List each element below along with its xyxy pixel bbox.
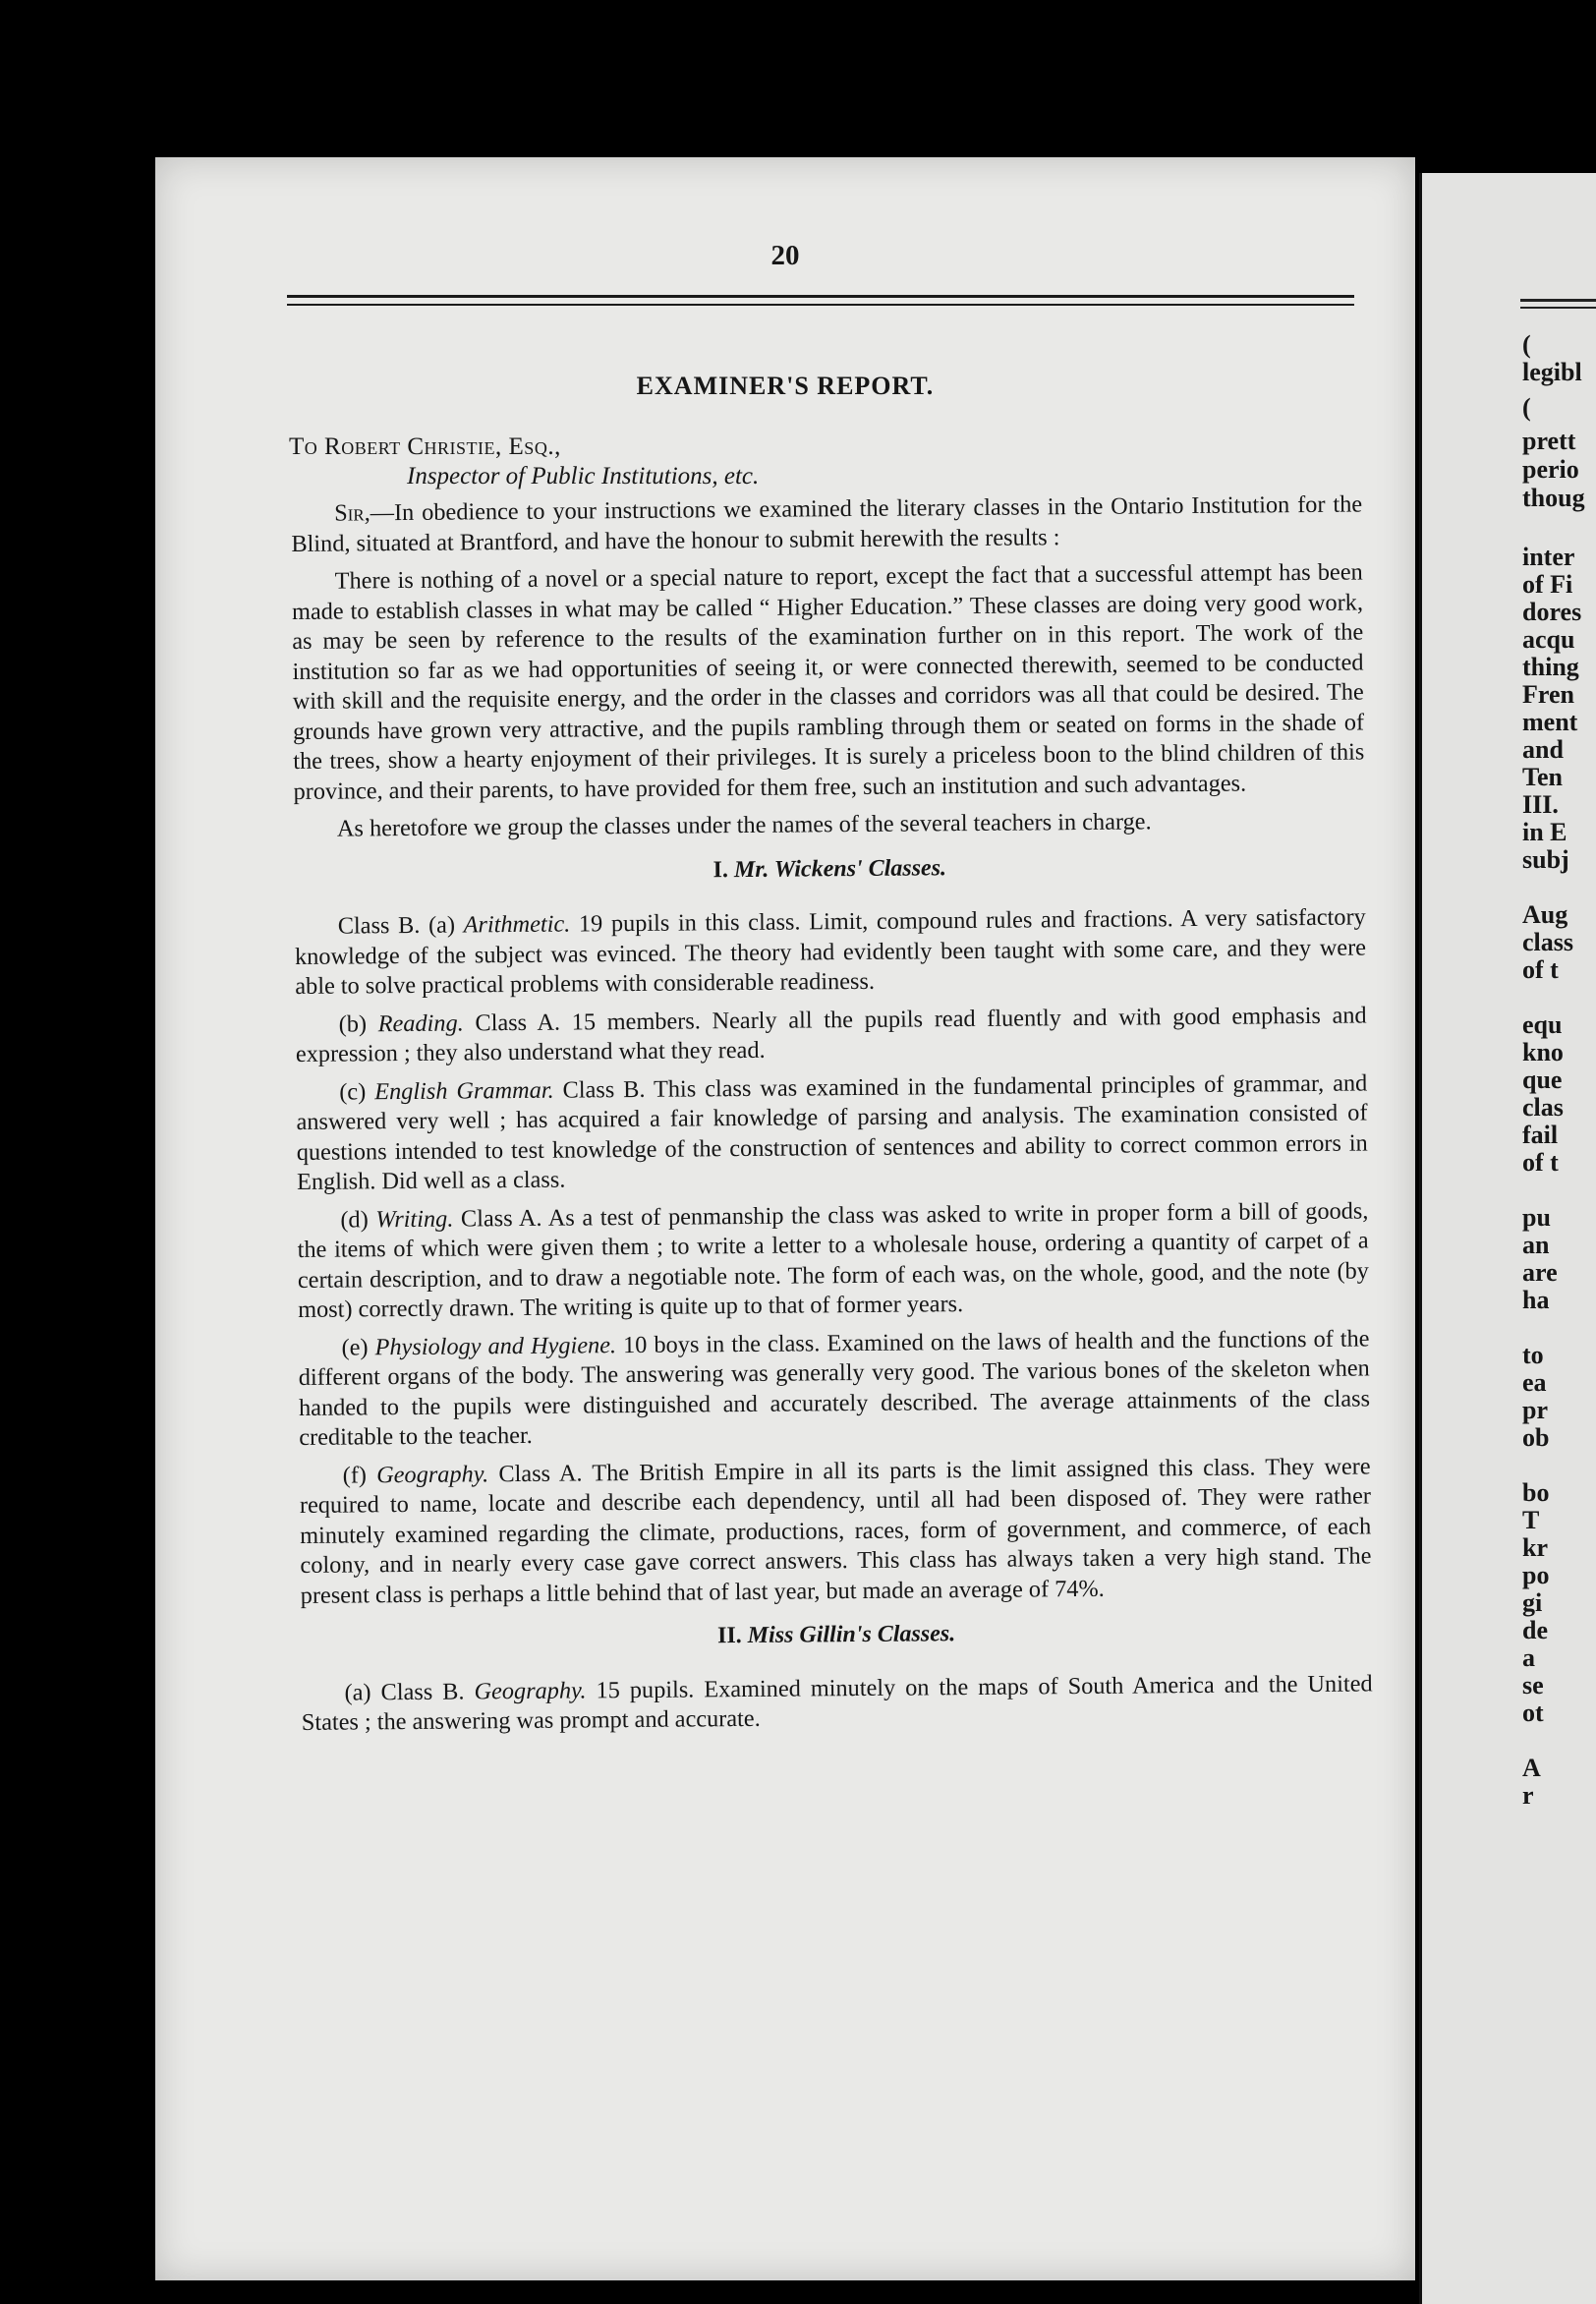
facing-header-rule <box>1520 299 1596 302</box>
facing-text-fragment: que <box>1522 1066 1563 1094</box>
facing-text-fragment: pu <box>1522 1203 1551 1232</box>
facing-text-fragment: kr <box>1522 1533 1548 1562</box>
facing-text-fragment: Fren <box>1522 680 1574 709</box>
salutation <box>289 432 759 491</box>
item-paragraph <box>295 902 1367 1002</box>
item-text: Class A. 15 members. Nearly all the pupils read fluently and with good emphasis and expression ; they also understand what they read. <box>295 1001 1367 1067</box>
item-text: 19 pupils in this class. Limit, compound rules and fractions. A very satisfactory knowledge of the subject was evinced. The theory had evidently been taught with some care, and they were able to solve practical problems with considerable readiness. <box>294 903 1367 1000</box>
facing-text-fragment: r <box>1522 1781 1534 1810</box>
item-subject: Reading. <box>377 1008 464 1037</box>
section-title: Mr. Wickens' Classes. <box>733 854 947 883</box>
facing-text-fragment: subj <box>1522 845 1569 874</box>
item-paragraph <box>296 1068 1368 1198</box>
item-text: Class B. This class was examined in the fundamental principles of grammar, and answered very well ; has acquired a fair knowledge of parsing and analysis. The examination consisted of questions intended to test knowledge of the construction of sentences and ability to correct common errors in English. Did well as a class. <box>296 1068 1368 1195</box>
facing-text-fragment: Ten <box>1522 763 1563 791</box>
section-numeral: II. <box>716 1623 742 1649</box>
facing-text-fragment: ob <box>1522 1423 1550 1452</box>
item-paragraph <box>298 1324 1370 1454</box>
facing-text-fragment: of t <box>1522 955 1559 984</box>
facing-text-fragment: de <box>1522 1616 1548 1644</box>
facing-page <box>1419 173 1596 2304</box>
facing-text-fragment: of Fi <box>1522 570 1573 599</box>
item-subject: English Grammar. <box>374 1076 554 1105</box>
facing-text-fragment: ment <box>1522 708 1578 736</box>
item-subject: Geography. <box>474 1676 587 1704</box>
facing-text-fragment: ea <box>1522 1368 1547 1397</box>
sir-lead: Sir, <box>334 499 370 527</box>
document-page <box>155 157 1415 2280</box>
item-prefix: (e) <box>341 1333 375 1361</box>
report-title: EXAMINER'S REPORT. <box>636 372 935 400</box>
item-prefix: (f) <box>342 1461 377 1489</box>
paragraph-heretofore: As heretofore we group the classes under the names of the several teachers in charge. <box>336 808 1152 842</box>
facing-text-fragment: in E <box>1522 818 1568 846</box>
header-rule <box>287 295 1354 298</box>
facing-text-fragment: kno <box>1522 1038 1564 1066</box>
facing-text-fragment: a <box>1522 1643 1535 1672</box>
item-paragraph <box>300 1452 1372 1611</box>
item-text: 10 boys in the class. Examined on the laws of health and the functions of the different organs of the body. The answering was generally very good. The various bones of the skeleton when handed to the pupils were distinguished and accurately described. The average attainments of the class creditable to the teacher. <box>298 1324 1371 1451</box>
item-prefix: (d) <box>340 1205 376 1234</box>
facing-header-rule-thin <box>1520 307 1596 309</box>
addressee-role: Inspector of Public Institutions, etc. <box>407 463 760 490</box>
facing-text-fragment: equ <box>1522 1010 1563 1039</box>
addressee-name: To Robert Christie, Esq., <box>289 433 561 460</box>
section-heading-1 <box>294 849 1365 889</box>
facing-text-fragment: po <box>1522 1561 1550 1589</box>
facing-text-fragment: pr <box>1522 1396 1548 1424</box>
facing-text-fragment: and <box>1522 735 1564 764</box>
facing-text-fragment: Aug <box>1522 900 1568 929</box>
item-paragraph <box>301 1669 1372 1739</box>
section-title: Miss Gillin's Classes. <box>747 1621 956 1648</box>
facing-text-fragment: A <box>1522 1754 1541 1782</box>
item-prefix: (c) <box>339 1077 375 1106</box>
paragraph-nothing-novel: There is nothing of a novel or a special nature to report, except the fact that a successful attempt has been made to establish classes in what may be called “ Higher Education.” These classes are doing very good work, as may be seen by reference to the results of the examination further on in this report. The work of the institution so far as we had opportunities of seeing it, or were connected therewith, seemed to be conducted with skill and the requisite energy, and the order in the classes and corridors was all that could be desired. The grounds have grown very attractive, and the pupils rambling through them or seated on forms in the shade of the trees, show a hearty enjoyment of their privileges. It is surely a priceless boon to the blind children of this province, and their parents, to have provided for them free, such an institution and such advantages. <box>291 558 1365 805</box>
facing-text-fragment: clas <box>1522 1093 1564 1122</box>
facing-text-fragment: ( <box>1522 393 1531 422</box>
facing-text-fragment: gi <box>1522 1588 1543 1617</box>
facing-text-fragment: bo <box>1522 1478 1550 1507</box>
item-text: Class A. As a test of penmanship the class was asked to write in proper form a bill of goods, the items of which were given them ; to write a letter to a wholesale house, ordering a quantity of carpet of a certain description, and to draw a negotiable note. The form of each was, on the whole, good, and the note (by most) correctly drawn. The writing is quite up to that of former years. <box>297 1196 1370 1323</box>
paragraph-sir <box>291 490 1362 559</box>
facing-text-fragment: T <box>1522 1506 1540 1534</box>
facing-text-fragment: to <box>1522 1341 1544 1369</box>
facing-text-fragment: se <box>1522 1671 1544 1699</box>
facing-text-fragment: ot <box>1522 1699 1544 1727</box>
facing-text-fragment: perio <box>1522 455 1579 484</box>
item-paragraph <box>297 1196 1369 1326</box>
facing-text-fragment: ( <box>1522 330 1531 359</box>
item-text: Class A. The British Empire in all its parts is the limit assigned this class. They were required to name, locate and describe each dependency, until all had been disposed of. They were rather minutely examined regarding the climate, productions, races, form of government, and commerce, of each colony, and in nearly every case gave correct answers. This class has always taken a very high stand. The present class is perhaps a little behind that of last year, but made an average of 74%. <box>299 1452 1372 1609</box>
item-subject: Writing. <box>375 1205 454 1233</box>
page-number: 20 <box>770 240 800 271</box>
facing-text-fragment: an <box>1522 1231 1550 1259</box>
facing-text-fragment: III. <box>1522 790 1559 819</box>
facing-text-fragment: class <box>1522 928 1573 956</box>
section-heading-2 <box>301 1615 1372 1654</box>
facing-text-fragment: thoug <box>1522 484 1585 512</box>
item-text: 15 pupils. Examined minutely on the maps of South America and the United States ; the answering was prompt and accurate. <box>301 1669 1373 1736</box>
item-prefix: (a) Class B. <box>344 1677 475 1706</box>
sir-text: —In obedience to your instructions we examined the literary classes in the Ontario Institution for the Blind, situated at Brantford, and have the honour to submit herewith the results : <box>291 490 1363 557</box>
section-numeral: I. <box>712 856 729 883</box>
facing-text-fragment: of t <box>1522 1148 1559 1177</box>
facing-text-fragment: legibl <box>1522 358 1582 386</box>
item-prefix: (b) <box>338 1009 378 1038</box>
facing-text-fragment: are <box>1522 1258 1558 1287</box>
item-subject: Physiology and Hygiene. <box>374 1331 617 1360</box>
header-rule-thin <box>287 304 1354 306</box>
item-paragraph <box>296 1001 1367 1070</box>
facing-text-fragment: dores <box>1522 598 1582 626</box>
item-subject: Arithmetic. <box>463 910 571 939</box>
facing-text-fragment: inter <box>1522 543 1575 571</box>
facing-text-fragment: fail <box>1522 1121 1559 1149</box>
facing-text-fragment: acqu <box>1522 625 1575 654</box>
facing-text-fragment: ha <box>1522 1286 1550 1314</box>
facing-text-fragment: thing <box>1522 653 1579 681</box>
item-prefix: Class B. (a) <box>337 911 464 940</box>
item-subject: Geography. <box>376 1460 489 1488</box>
facing-text-fragment: prett <box>1522 427 1576 455</box>
report-body <box>291 490 1373 1746</box>
